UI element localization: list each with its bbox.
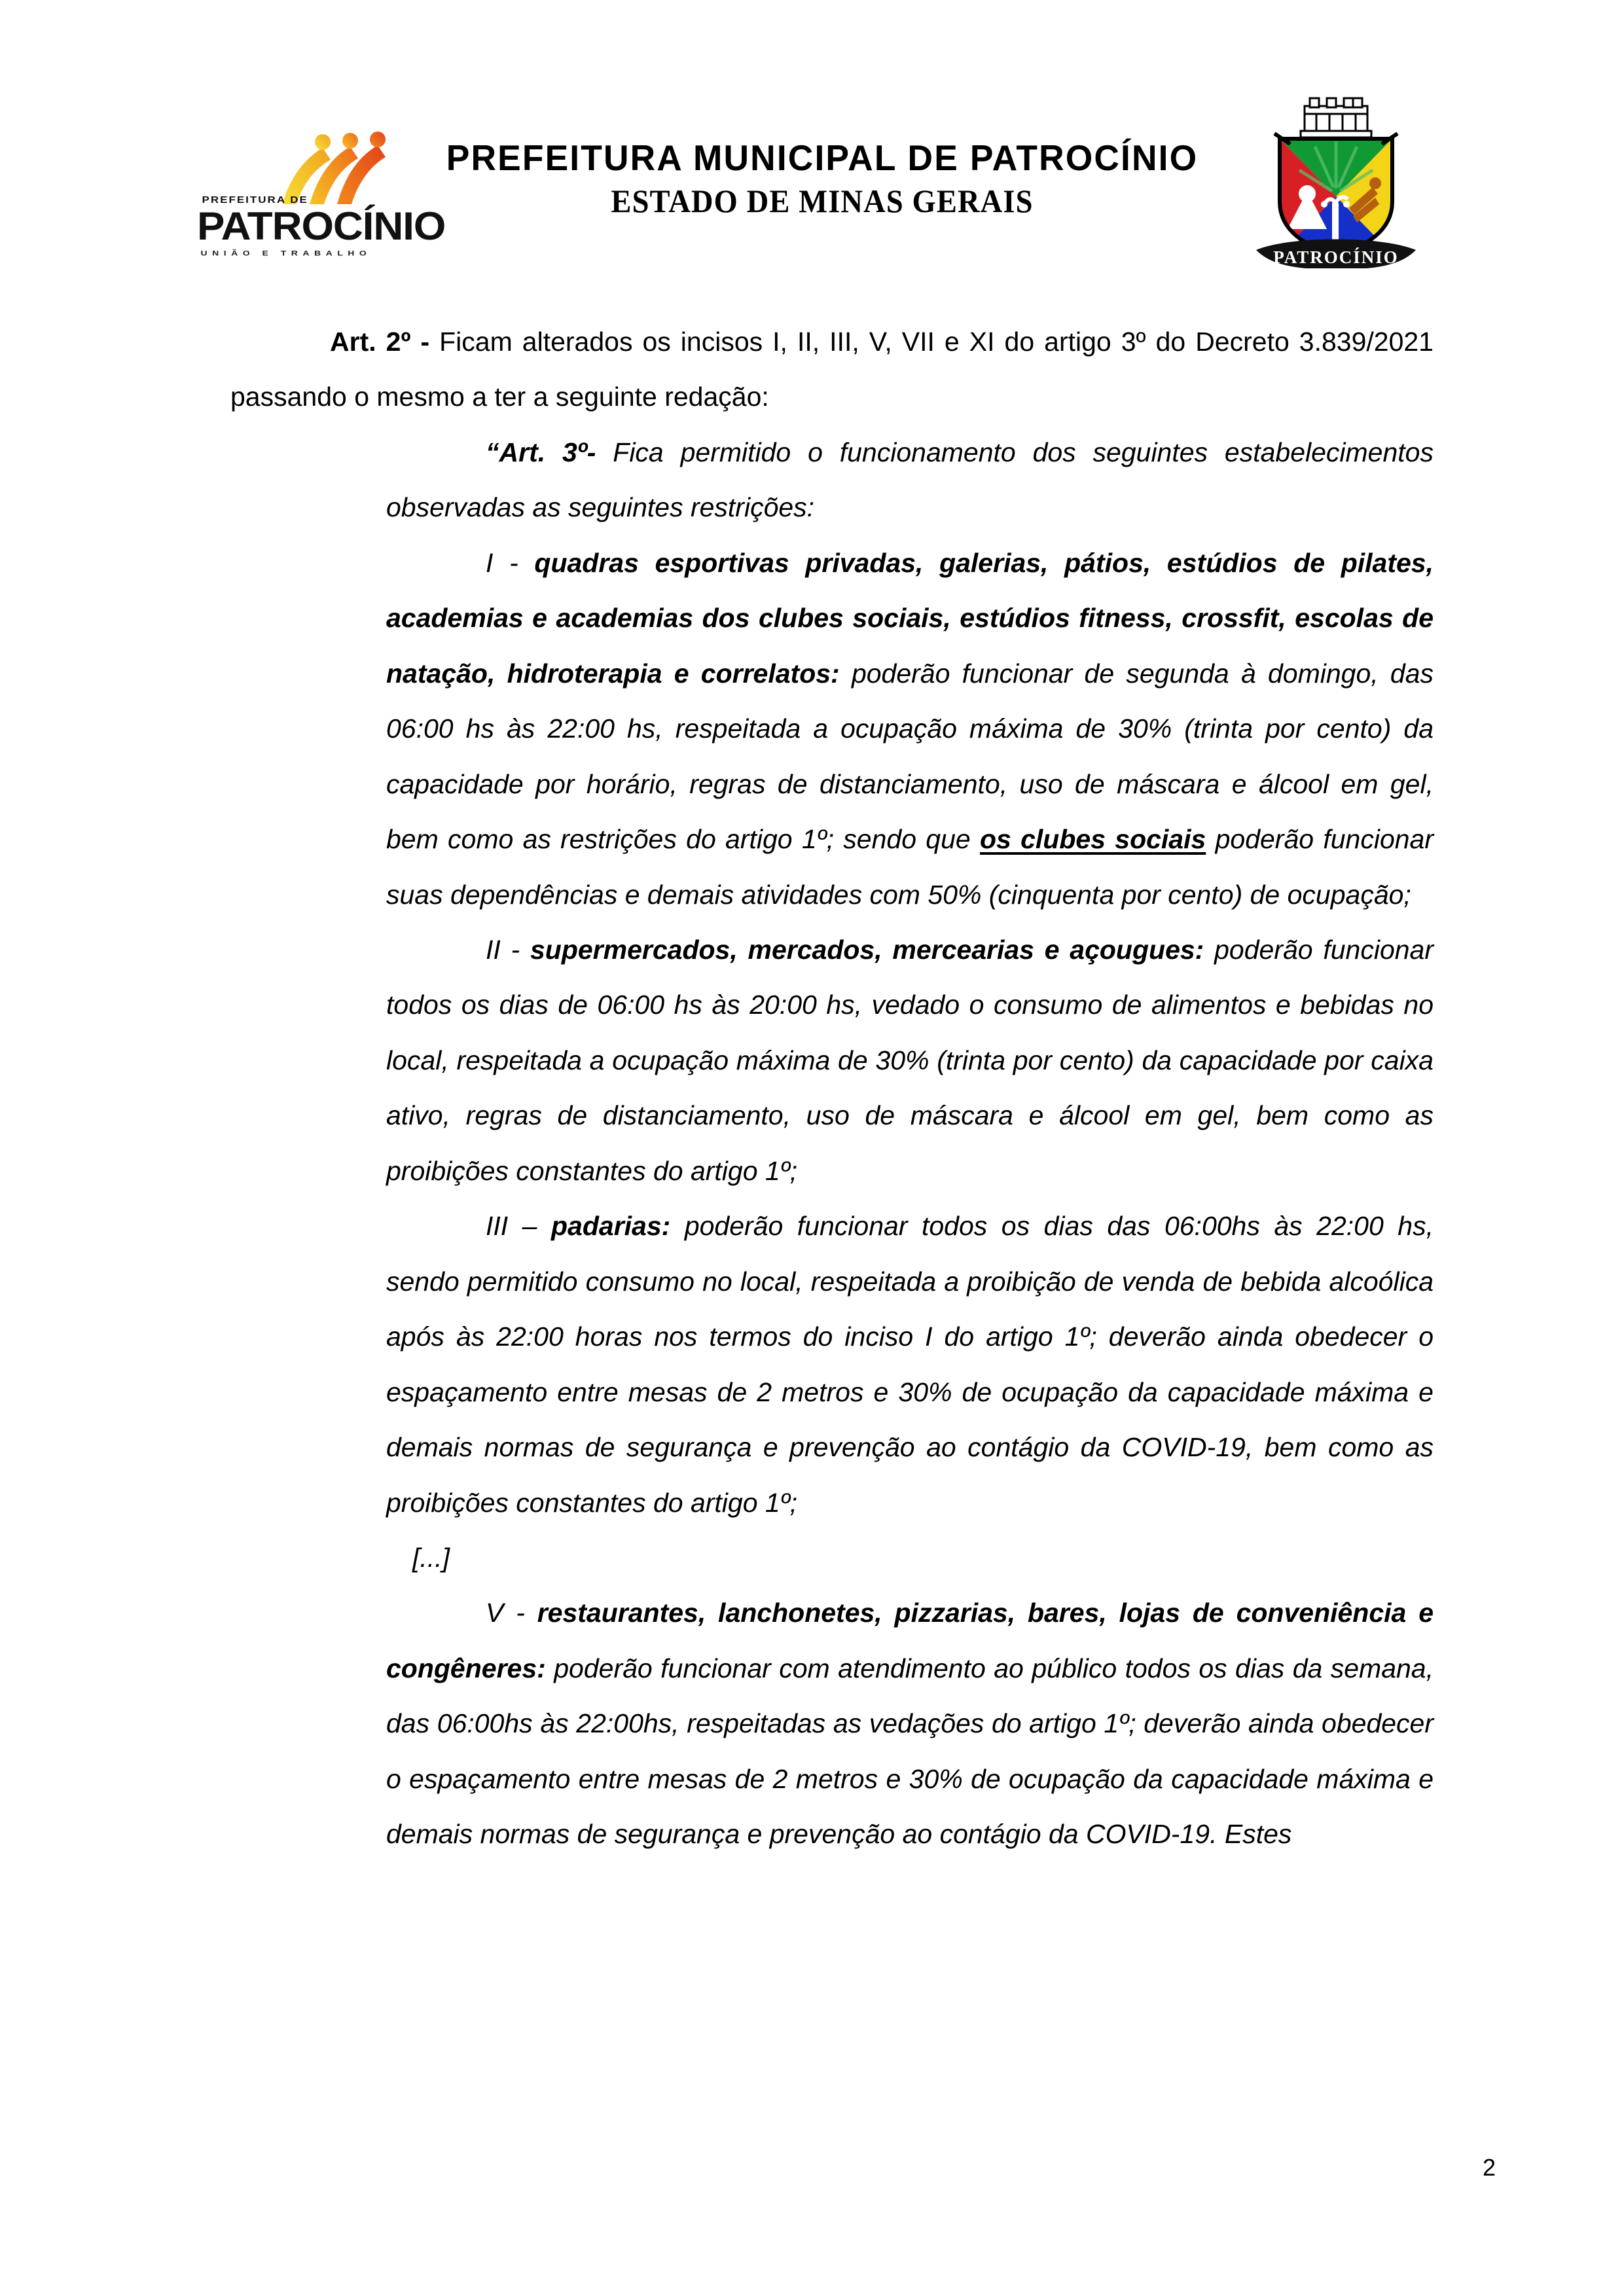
item-v-text: poderão funcionar com atendimento ao público todos os dias da semana, das 06:00hs às 22:00hs, respeitadas as vedações do artigo 1º; deverão ainda obedecer o espaçamento entre mesas de 2 metros e 30% de ocupação da capacidade máxima e demais normas de segurança e prevenção ao contágio da COVID-19. Estes [386,1653,1434,1850]
item-iii-bold: padarias: [551,1211,671,1242]
art2-text: Ficam alterados os incisos I, II, III, V, VII e XI do artigo 3º do Decreto 3.839/2021 passando o mesmo a ter a seguinte redação: [230,327,1434,412]
ellipsis-marker: [...] [412,1542,450,1573]
paragraph-ellipsis [230,1530,1434,1585]
prefeitura-wordmark [196,194,445,259]
item-v-bold: restaurantes, lanchonetes, pizzarias, bares, lojas de conveniência e congêneres: [386,1598,1434,1683]
header-inner [197,79,1428,268]
document-header [0,79,1624,275]
logo-line-prefeitura: PREFEITURA DE [202,194,308,206]
item-v-numeral: V - [486,1598,537,1628]
item-iii-text: poderão funcionar todos os dias das 06:00hs às 22:00 hs, sendo permitido consumo no local, respeitada a proibição de venda de bebida alcoólica após às 22:00 horas nos termos do inciso I do artigo 1º; deverão ainda obedecer o espaçamento entre mesas de 2 metros e 30% de ocupação da capacidade máxima e demais normas de segurança e prevenção ao contágio da COVID-19, bem como as proibições constantes do artigo 1º; [386,1211,1434,1518]
logo-line-slogan: UNIÃO E TRABALHO [200,249,372,257]
page-number: 2 [1482,2154,1496,2181]
header-titles [400,138,1244,220]
coat-of-arms [1244,79,1428,268]
item-i-underlined: os clubes sociais [979,824,1206,855]
paragraph-item-i [230,535,1434,922]
paragraph-art3 [230,425,1434,535]
item-iii-numeral: III – [486,1211,551,1242]
art2-lead: Art. 2º - [330,327,430,357]
item-ii-numeral: II - [486,934,530,965]
header-title-sub: ESTADO DE MINAS GERAIS [610,183,1034,220]
paragraph-item-iii [230,1198,1434,1530]
item-i-text-after: poderão funcionar suas dependências e demais atividades com 50% (cinquenta por cento) de ocupação; [386,824,1434,910]
paragraph-art2 [230,314,1434,425]
document-body [230,314,1434,1862]
paragraph-item-v [230,1585,1434,1861]
art3-lead: “Art. 3º- [486,437,596,467]
coat-banner [1256,240,1416,269]
item-ii-text: poderão funcionar todos os dias de 06:00 hs às 20:00 hs, vedado o consumo de alimentos e bebidas no local, respeitada a ocupação máxima de 30% (trinta por cento) da capacidade por caixa ativo, regras de distanciamento, uso de máscara e álcool em gel, bem como as proibições constantes do artigo 1º; [386,934,1434,1186]
item-ii-bold: supermercados, mercados, mercearias e açougues: [530,934,1204,965]
paragraph-item-ii [230,922,1434,1198]
logo-line-patrocinio: PATROCÍNIO [196,204,445,248]
prefeitura-logo [196,131,445,257]
crown-icon [1301,98,1371,137]
item-i-text-before: poderão funcionar de segunda à domingo, das 06:00 hs às 22:00 hs, respeitada a ocupação máxima de 30% (trinta por cento) da capacidade por horário, regras de distanciamento, uso de máscara e álcool em gel, bem como as restrições do artigo 1º; sendo que [386,658,1434,855]
item-i-numeral: I - [486,547,535,578]
svg-text:PATROCÍNIO: PATROCÍNIO [1272,247,1399,267]
item-i-bold: quadras esportivas privadas, galerias, pátios, estúdios de pilates, academias e academias dos clubes sociais, estúdios fitness, crossfit, escolas de natação, hidroterapia e correlatos: [386,547,1434,689]
art3-text: Fica permitido o funcionamento dos seguintes estabelecimentos observadas as seguintes restrições: [386,437,1434,523]
header-title-main: PREFEITURA MUNICIPAL DE PATROCÍNIO [446,137,1198,179]
